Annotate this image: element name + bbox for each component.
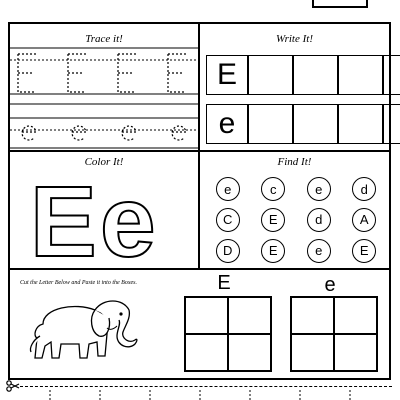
divider-horizontal-2 xyxy=(8,268,391,270)
color-title: Color It! xyxy=(84,156,124,168)
find-letter-circle[interactable]: E xyxy=(261,208,285,232)
paste-slot[interactable] xyxy=(334,297,377,334)
write-box[interactable] xyxy=(293,55,338,95)
trace-area xyxy=(10,46,198,150)
find-letter-circle[interactable]: e xyxy=(216,177,240,201)
find-letter-circle[interactable]: c xyxy=(261,177,285,201)
paste-slot[interactable] xyxy=(228,334,271,371)
paste-box-lowercase[interactable] xyxy=(290,296,378,372)
paste-box-uppercase[interactable] xyxy=(184,296,272,372)
write-row-uppercase xyxy=(206,55,400,95)
find-letter-circle[interactable]: C xyxy=(216,208,240,232)
find-grid xyxy=(205,174,387,266)
find-letter-circle[interactable]: d xyxy=(352,177,376,201)
trace-letter-lowercase[interactable] xyxy=(22,126,36,140)
write-model-letter: E xyxy=(206,55,248,95)
color-letter-uppercase[interactable]: E xyxy=(30,170,97,265)
color-letter-lowercase[interactable]: e xyxy=(100,170,156,265)
paste-slot[interactable] xyxy=(185,297,228,334)
write-model-letter: e xyxy=(206,104,248,144)
trace-title: Trace it! xyxy=(85,33,123,45)
find-letter-circle[interactable]: e xyxy=(307,177,331,201)
trace-letter-lowercase[interactable] xyxy=(172,126,186,140)
write-box[interactable] xyxy=(338,104,383,144)
find-title: Find It! xyxy=(277,156,312,168)
trace-letter-lowercase[interactable] xyxy=(72,126,86,140)
write-box[interactable] xyxy=(338,55,383,95)
write-box[interactable] xyxy=(248,104,293,144)
find-letter-circle[interactable]: e xyxy=(307,239,331,263)
find-letter-circle[interactable]: E xyxy=(261,239,285,263)
write-box[interactable] xyxy=(383,104,400,144)
divider-horizontal-1 xyxy=(8,150,391,152)
paste-slot[interactable] xyxy=(228,297,271,334)
cut-letter-lowercase[interactable]: e xyxy=(324,274,336,296)
trace-lowercase-row[interactable] xyxy=(22,126,186,140)
paste-slot[interactable] xyxy=(291,334,334,371)
write-row-lowercase xyxy=(206,104,400,144)
cut-line xyxy=(20,386,392,387)
find-letter-circle[interactable]: E xyxy=(352,239,376,263)
cut-strip-preview xyxy=(20,390,392,400)
trace-letter-lowercase[interactable] xyxy=(122,126,136,140)
paste-slot[interactable] xyxy=(291,297,334,334)
elephant-illustration xyxy=(25,296,140,374)
find-letter-circle[interactable]: D xyxy=(216,239,240,263)
divider-vertical xyxy=(198,22,200,270)
paste-slot[interactable] xyxy=(185,334,228,371)
color-letters[interactable] xyxy=(30,170,180,265)
name-box xyxy=(312,0,368,8)
cut-instruction: Cut the Letter Below and Paste it into the Boxes. xyxy=(20,280,137,286)
cut-letter-uppercase[interactable]: E xyxy=(217,272,231,294)
write-box[interactable] xyxy=(248,55,293,95)
write-box[interactable] xyxy=(383,55,400,95)
write-title: Write It! xyxy=(276,33,313,45)
scissors-icon xyxy=(6,380,20,392)
write-box[interactable] xyxy=(293,104,338,144)
find-letter-circle[interactable]: d xyxy=(307,208,331,232)
find-letter-circle[interactable]: A xyxy=(352,208,376,232)
paste-slot[interactable] xyxy=(334,334,377,371)
